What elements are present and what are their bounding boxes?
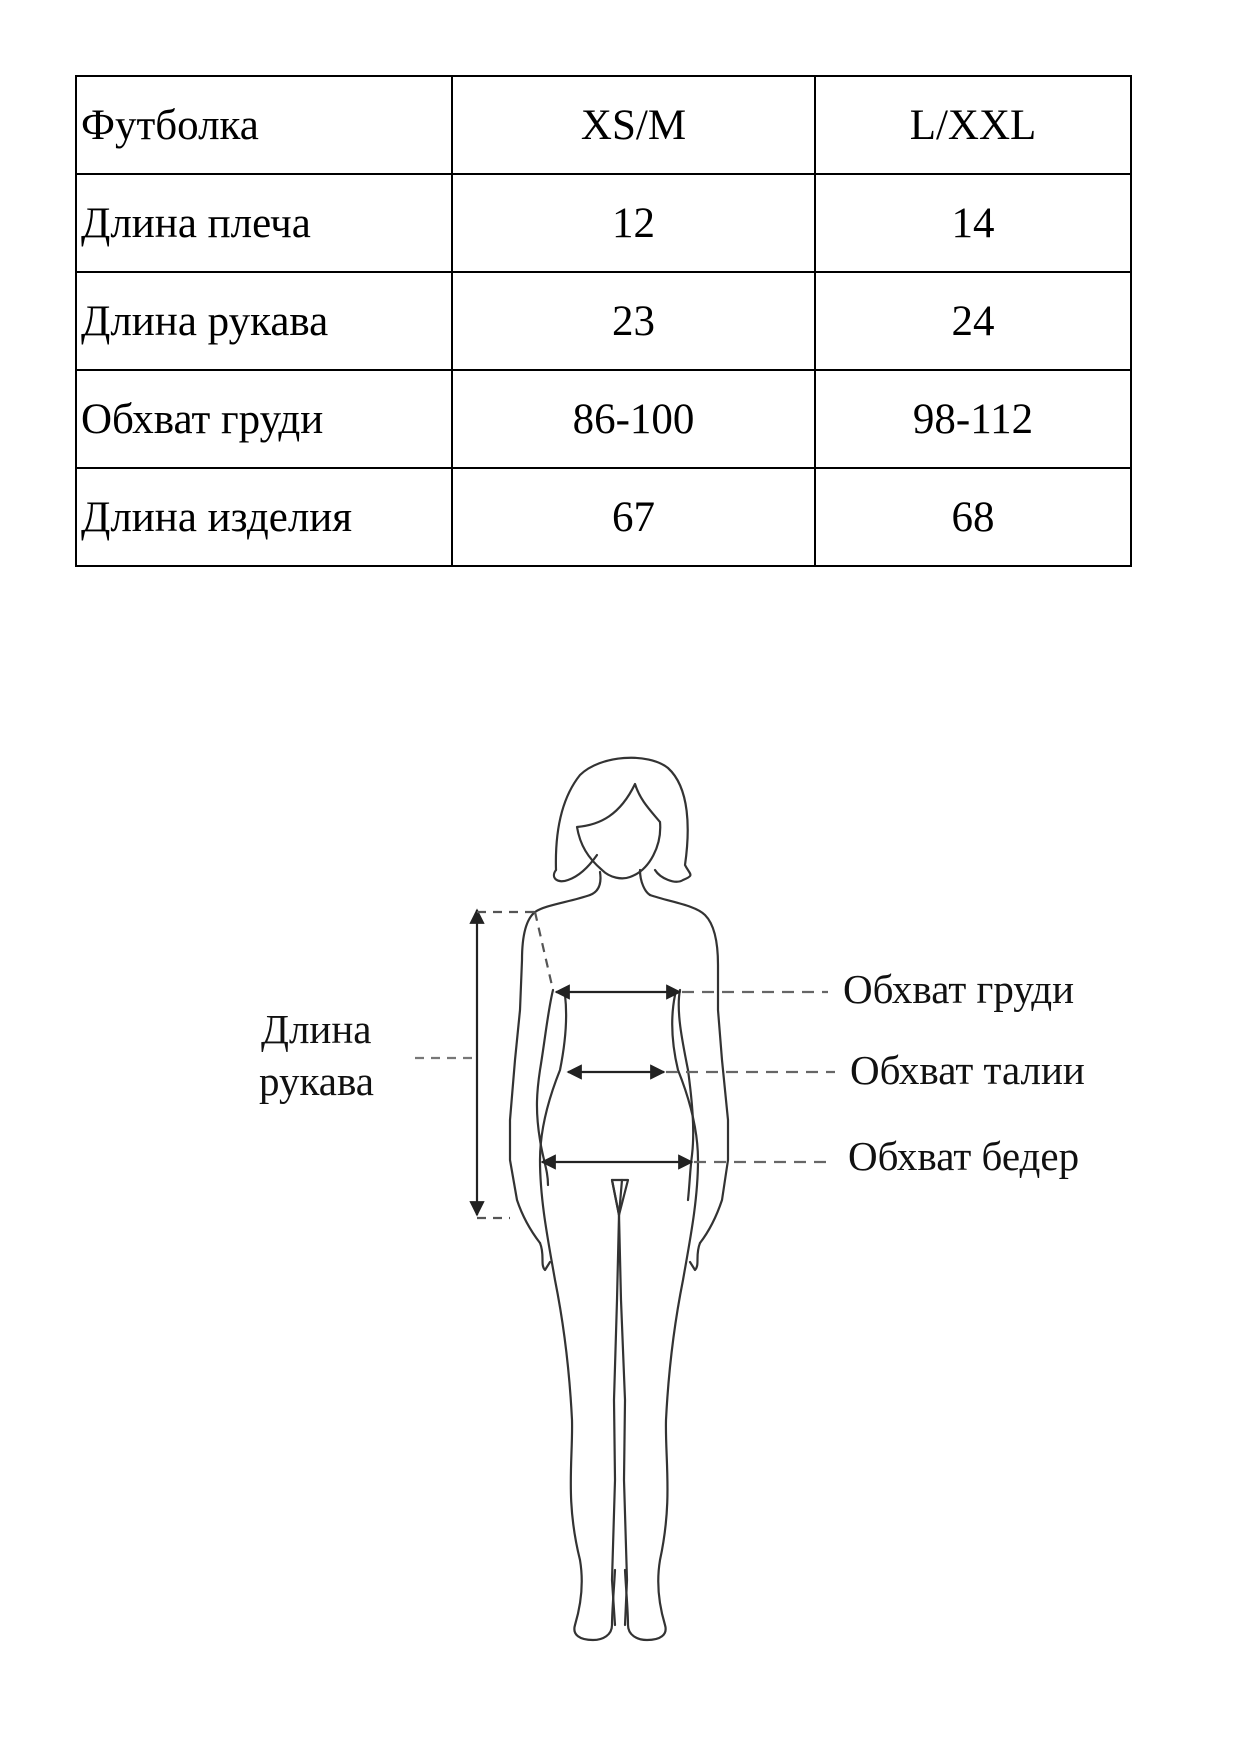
row-value-xs-m: 86-100 bbox=[452, 370, 815, 468]
table-row bbox=[76, 468, 1131, 566]
row-label: Длина изделия bbox=[76, 468, 452, 566]
waist-girth-label: Обхват талии bbox=[850, 1047, 1085, 1093]
row-label: Длина плеча bbox=[76, 174, 452, 272]
row-label: Длина рукава bbox=[76, 272, 452, 370]
sleeve-length-label-line2: рукава bbox=[259, 1058, 374, 1104]
row-label: Обхват груди bbox=[76, 370, 452, 468]
woman-silhouette-icon bbox=[510, 758, 728, 1640]
table-row bbox=[76, 272, 1131, 370]
sleeve-length-label-line1: Длина bbox=[261, 1006, 372, 1052]
row-value-l-xxl: 98-112 bbox=[815, 370, 1131, 468]
body-measurement-figure bbox=[0, 700, 1240, 1754]
row-value-l-xxl: 24 bbox=[815, 272, 1131, 370]
size-table bbox=[75, 75, 1132, 567]
row-value-l-xxl: 14 bbox=[815, 174, 1131, 272]
row-value-l-xxl: 68 bbox=[815, 468, 1131, 566]
header-size-l-xxl: L/XXL bbox=[815, 76, 1131, 174]
chest-girth-label: Обхват груди bbox=[843, 966, 1075, 1012]
table-header-row bbox=[76, 76, 1131, 174]
row-value-xs-m: 23 bbox=[452, 272, 815, 370]
table-row bbox=[76, 370, 1131, 468]
measurement-arrows bbox=[415, 910, 835, 1218]
row-value-xs-m: 67 bbox=[452, 468, 815, 566]
row-value-xs-m: 12 bbox=[452, 174, 815, 272]
header-size-xs-m: XS/M bbox=[452, 76, 815, 174]
header-garment: Футболка bbox=[76, 76, 452, 174]
table-row bbox=[76, 174, 1131, 272]
hip-girth-label: Обхват бедер bbox=[848, 1133, 1080, 1179]
